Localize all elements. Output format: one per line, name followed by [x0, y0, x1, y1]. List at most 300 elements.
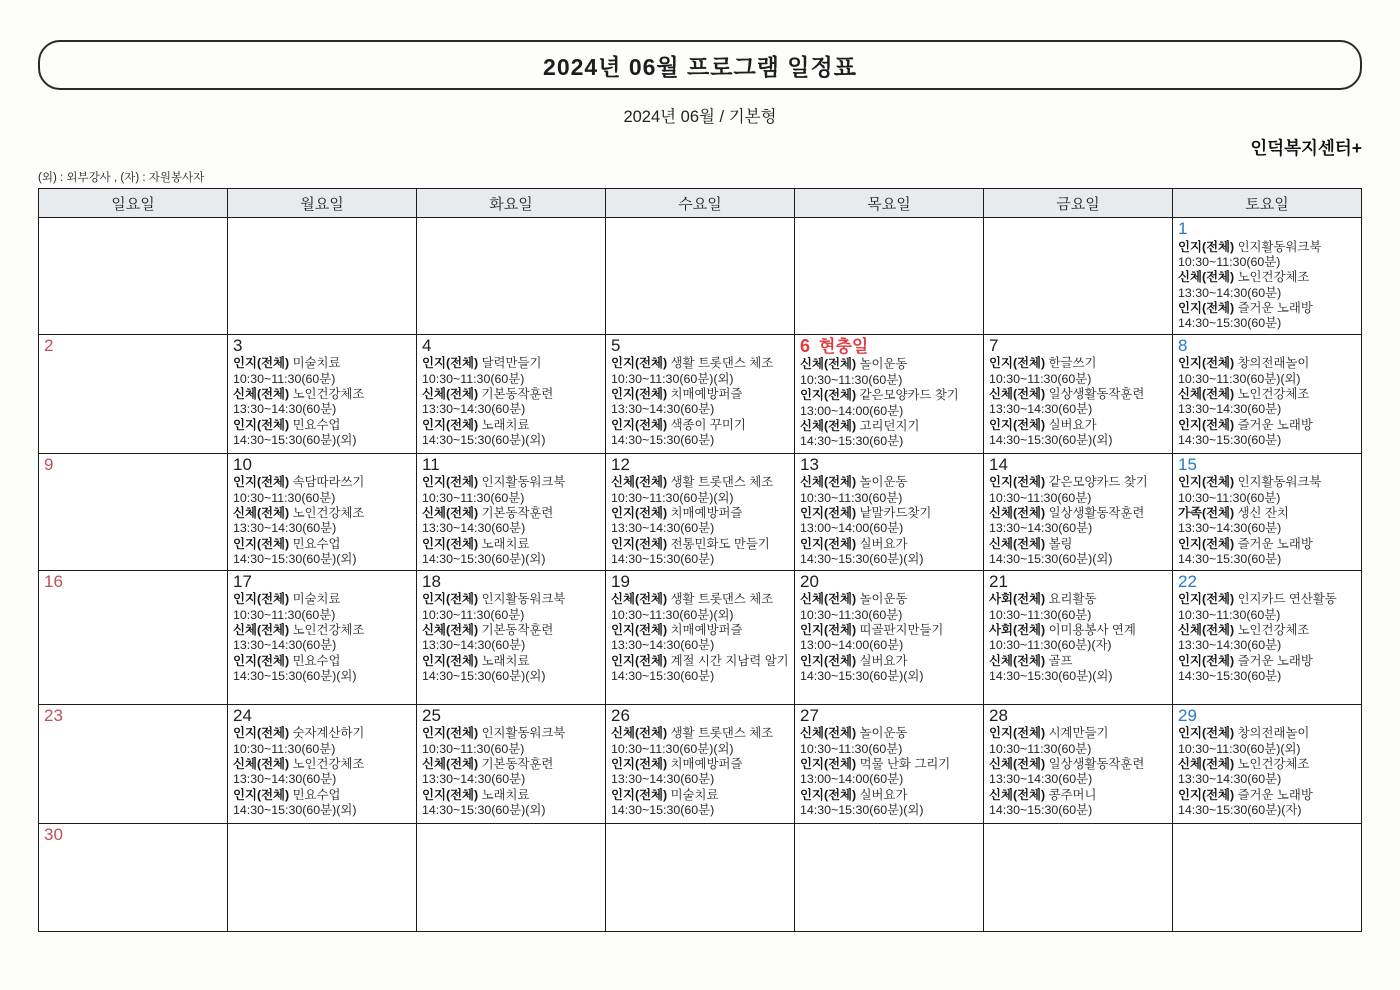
program-category: 신체(전체) [611, 475, 668, 490]
program-name: 시계만들기 [1045, 726, 1109, 741]
day-number: 14 [989, 454, 1008, 474]
program-time: 14:30~15:30(60분)(외) [422, 552, 546, 567]
calendar-week-row [39, 704, 1362, 823]
calendar-day-cell [984, 823, 1173, 931]
program-category: 인지(전체) [422, 417, 479, 432]
program-time: 13:30~14:30(60분) [233, 772, 337, 787]
program-time: 14:30~15:30(60분) [1178, 433, 1282, 448]
program-time: 13:30~14:30(60분) [233, 638, 337, 653]
program-time: 10:30~11:30(60분) [1178, 254, 1281, 269]
program-time: 13:00~14:00(60분) [800, 638, 904, 653]
program-entry [800, 475, 979, 506]
calendar-day-cell [606, 570, 795, 704]
program-name: 숫자계산하기 [289, 726, 365, 741]
day-header [44, 572, 223, 592]
program-entry [611, 356, 790, 387]
calendar-week-row [39, 453, 1362, 570]
program-time: 13:30~14:30(60분) [989, 521, 1093, 536]
calendar-day-cell [1173, 334, 1362, 453]
program-category: 인지(전체) [800, 388, 857, 403]
day-number: 24 [233, 705, 252, 725]
program-entry [800, 788, 979, 819]
program-category: 인지(전체) [989, 475, 1046, 490]
program-name: 노래치료 [478, 653, 530, 668]
program-name: 띠골판지만들기 [856, 623, 944, 638]
calendar-day-cell [795, 704, 984, 823]
day-number: 3 [233, 335, 243, 355]
program-category: 인지(전체) [800, 787, 857, 802]
program-entry [800, 506, 979, 537]
program-entry [1178, 757, 1357, 788]
day-number: 28 [989, 705, 1008, 725]
program-name: 실버요가 [856, 787, 908, 802]
calendar-day-cell [984, 218, 1173, 335]
program-category: 인지(전체) [800, 653, 857, 668]
program-entry [989, 475, 1168, 506]
program-time: 14:30~15:30(60분)(외) [422, 669, 546, 684]
program-category: 가족(전체) [1178, 506, 1235, 521]
calendar-day-cell [39, 570, 228, 704]
calendar-day-cell [984, 704, 1173, 823]
program-category: 인지(전체) [989, 726, 1046, 741]
calendar-day-cell [795, 453, 984, 570]
program-category: 신체(전체) [1178, 757, 1235, 772]
program-entry [1178, 240, 1357, 271]
program-entry [233, 788, 412, 819]
weekday-header: 화요일 [417, 189, 606, 218]
program-entry [800, 357, 979, 388]
program-name: 치매예방퍼즐 [667, 757, 743, 772]
program-entry [989, 788, 1168, 819]
program-name: 즐거운 노래방 [1234, 653, 1313, 668]
monthly-calendar-table [38, 188, 1362, 932]
calendar-day-cell [795, 570, 984, 704]
day-number: 5 [611, 335, 621, 355]
calendar-day-cell [417, 334, 606, 453]
program-entry [989, 757, 1168, 788]
program-entry [989, 726, 1168, 757]
program-category: 인지(전체) [233, 592, 290, 607]
program-time: 10:30~11:30(60분) [422, 490, 525, 505]
program-name: 요리활동 [1045, 592, 1097, 607]
calendar-day-cell [606, 704, 795, 823]
day-header [44, 336, 223, 356]
program-entry [1178, 623, 1357, 654]
calendar-day-cell [228, 704, 417, 823]
program-name: 노인건강체조 [1234, 387, 1310, 402]
program-name: 생활 트롯댄스 체조 [667, 726, 774, 741]
day-number: 15 [1178, 454, 1197, 474]
document-title: 2024년 06월 프로그램 일정표 [543, 53, 857, 80]
program-category: 인지(전체) [611, 536, 668, 551]
day-header [44, 455, 223, 475]
day-number: 4 [422, 335, 432, 355]
program-time: 13:30~14:30(60분) [611, 772, 715, 787]
program-category: 인지(전체) [233, 417, 290, 432]
program-entry [800, 592, 979, 623]
program-entry [233, 418, 412, 449]
program-name: 노래치료 [478, 417, 530, 432]
program-time: 13:30~14:30(60분) [611, 402, 715, 417]
program-time: 10:30~11:30(60분) [989, 607, 1092, 622]
program-category: 인지(전체) [422, 536, 479, 551]
program-name: 노래치료 [478, 536, 530, 551]
day-number: 19 [611, 571, 630, 591]
program-time: 14:30~15:30(60분) [611, 803, 715, 818]
program-time: 10:30~11:30(60분) [233, 371, 336, 386]
day-header [800, 706, 979, 726]
program-time: 10:30~11:30(60분) [1178, 607, 1281, 622]
program-category: 신체(전체) [800, 592, 857, 607]
program-entry [1178, 418, 1357, 449]
program-category: 인지(전체) [800, 757, 857, 772]
program-time: 13:30~14:30(60분) [233, 521, 337, 536]
program-time: 14:30~15:30(60분)(외) [422, 803, 546, 818]
program-name: 창의전래놀이 [1234, 726, 1310, 741]
day-number: 7 [989, 335, 999, 355]
day-number: 25 [422, 705, 441, 725]
calendar-week-row [39, 570, 1362, 704]
program-category: 신체(전체) [800, 726, 857, 741]
day-header [422, 336, 601, 356]
calendar-week-row [39, 334, 1362, 453]
program-time: 10:30~11:30(60분)(외) [611, 490, 734, 505]
program-time: 14:30~15:30(60분)(외) [233, 669, 357, 684]
program-time: 14:30~15:30(60분) [1178, 316, 1282, 331]
program-entry [233, 356, 412, 387]
day-header [611, 706, 790, 726]
day-header [800, 572, 979, 592]
day-number: 6 [800, 335, 811, 356]
program-time: 10:30~11:30(60분) [233, 741, 336, 756]
program-time: 10:30~11:30(60분) [422, 741, 525, 756]
program-name: 콩주머니 [1045, 787, 1097, 802]
day-number: 18 [422, 571, 441, 591]
day-header [1178, 336, 1357, 356]
calendar-day-cell [606, 218, 795, 335]
program-category: 인지(전체) [611, 653, 668, 668]
program-time: 13:30~14:30(60분) [422, 638, 526, 653]
program-entry [800, 388, 979, 419]
program-entry [422, 726, 601, 757]
program-entry [233, 506, 412, 537]
program-entry [800, 623, 979, 654]
program-entry [800, 419, 979, 450]
program-category: 인지(전체) [611, 356, 668, 371]
program-time: 13:30~14:30(60분) [1178, 638, 1282, 653]
program-category: 인지(전체) [1178, 417, 1235, 432]
day-header [989, 455, 1168, 475]
calendar-day-cell [1173, 704, 1362, 823]
day-header [1178, 455, 1357, 475]
program-entry [233, 537, 412, 568]
document-subtitle: 2024년 06월 / 기본형 [623, 108, 777, 126]
program-category: 신체(전체) [422, 757, 479, 772]
program-time: 13:30~14:30(60분) [1178, 521, 1282, 536]
program-category: 신체(전체) [989, 787, 1046, 802]
calendar-day-cell [606, 334, 795, 453]
document-title-box [38, 40, 1362, 90]
day-header [1178, 706, 1357, 726]
calendar-day-cell [606, 453, 795, 570]
program-entry [800, 757, 979, 788]
program-category: 신체(전체) [800, 475, 857, 490]
day-header [44, 706, 223, 726]
program-name: 같은모양카드 찾기 [856, 388, 959, 403]
program-category: 인지(전체) [611, 787, 668, 802]
day-header [1178, 219, 1357, 239]
weekday-header: 토요일 [1173, 189, 1362, 218]
day-header [989, 336, 1168, 356]
day-header [233, 336, 412, 356]
program-name: 볼링 [1045, 536, 1073, 551]
program-entry [1178, 788, 1357, 819]
program-name: 일상생활동작훈련 [1045, 757, 1145, 772]
day-header [422, 572, 601, 592]
program-time: 10:30~11:30(60분)(외) [611, 371, 734, 386]
calendar-day-cell [1173, 570, 1362, 704]
program-time: 13:30~14:30(60분) [1178, 772, 1282, 787]
program-time: 10:30~11:30(60분)(외) [1178, 371, 1301, 386]
program-time: 13:30~14:30(60분) [233, 402, 337, 417]
day-number: 17 [233, 571, 252, 591]
program-category: 인지(전체) [1178, 301, 1235, 316]
weekday-header: 월요일 [228, 189, 417, 218]
program-entry [422, 623, 601, 654]
program-time: 14:30~15:30(60분)(자) [1178, 803, 1302, 818]
program-name: 치매예방퍼즐 [667, 623, 743, 638]
program-entry [1178, 356, 1357, 387]
program-entry [800, 726, 979, 757]
program-entry [422, 592, 601, 623]
calendar-day-cell [228, 823, 417, 931]
calendar-day-cell [984, 570, 1173, 704]
program-category: 인지(전체) [422, 787, 479, 802]
program-entry [233, 757, 412, 788]
program-name: 인지활동워크북 [478, 592, 566, 607]
program-name: 민요수업 [289, 787, 341, 802]
program-category: 신체(전체) [611, 592, 668, 607]
program-category: 신체(전체) [422, 387, 479, 402]
weekday-header: 수요일 [606, 189, 795, 218]
program-entry [422, 387, 601, 418]
program-entry [1178, 270, 1357, 301]
program-entry [233, 726, 412, 757]
program-name: 즐거운 노래방 [1234, 536, 1313, 551]
program-time: 10:30~11:30(60분) [989, 741, 1092, 756]
day-header [611, 336, 790, 356]
program-name: 달력만들기 [478, 356, 542, 371]
program-category: 인지(전체) [611, 623, 668, 638]
program-entry [422, 475, 601, 506]
day-number: 13 [800, 454, 819, 474]
program-time: 14:30~15:30(60분) [1178, 669, 1282, 684]
calendar-day-cell [228, 334, 417, 453]
program-category: 인지(전체) [422, 653, 479, 668]
calendar-day-cell [417, 823, 606, 931]
calendar-day-cell [1173, 823, 1362, 931]
day-number: 1 [1178, 219, 1188, 238]
day-number: 12 [611, 454, 630, 474]
program-entry [989, 387, 1168, 418]
program-name: 인지활동워크북 [478, 475, 566, 490]
program-time: 14:30~15:30(60분)(외) [989, 669, 1113, 684]
program-category: 사회(전체) [989, 623, 1046, 638]
calendar-week-row [39, 218, 1362, 335]
program-name: 놀이운동 [856, 592, 908, 607]
program-time: 10:30~11:30(60분) [422, 371, 525, 386]
program-category: 신체(전체) [422, 506, 479, 521]
program-name: 계절 시간 지남력 알기 [667, 653, 789, 668]
program-time: 10:30~11:30(60분)(외) [1178, 741, 1301, 756]
program-entry [611, 506, 790, 537]
program-entry [233, 475, 412, 506]
program-name: 노인건강체조 [1234, 623, 1310, 638]
program-name: 낱말카드찾기 [856, 506, 932, 521]
day-header [233, 706, 412, 726]
calendar-week-row [39, 823, 1362, 931]
program-name: 일상생활동작훈련 [1045, 387, 1145, 402]
program-name: 노인건강체조 [1234, 757, 1310, 772]
weekday-header-row [39, 189, 1362, 218]
day-number: 11 [422, 454, 440, 474]
program-name: 노인건강체조 [289, 506, 365, 521]
program-entry [422, 757, 601, 788]
program-time: 10:30~11:30(60분)(외) [611, 741, 734, 756]
program-name: 미술치료 [289, 592, 341, 607]
program-name: 생신 잔치 [1234, 506, 1289, 521]
day-number: 27 [800, 705, 819, 725]
day-header [611, 572, 790, 592]
program-name: 즐거운 노래방 [1234, 301, 1313, 316]
program-category: 인지(전체) [1178, 536, 1235, 551]
program-time: 10:30~11:30(60분) [422, 607, 525, 622]
program-time: 14:30~15:30(60분) [611, 552, 715, 567]
program-entry [989, 654, 1168, 685]
program-entry [611, 475, 790, 506]
day-header [422, 706, 601, 726]
program-time: 14:30~15:30(60분)(외) [989, 433, 1113, 448]
program-time: 10:30~11:30(60분) [800, 372, 903, 387]
program-entry [989, 506, 1168, 537]
day-number: 21 [989, 571, 1008, 591]
day-header [1178, 572, 1357, 592]
program-entry [233, 654, 412, 685]
program-name: 놀이운동 [856, 475, 908, 490]
program-category: 신체(전체) [1178, 270, 1235, 285]
program-category: 인지(전체) [1178, 356, 1235, 371]
program-entry [422, 537, 601, 568]
program-name: 실버요가 [1045, 417, 1097, 432]
program-entry [611, 387, 790, 418]
program-name: 놀이운동 [856, 726, 908, 741]
program-time: 14:30~15:30(60분) [611, 669, 715, 684]
program-category: 인지(전체) [1178, 787, 1235, 802]
calendar-day-cell [39, 823, 228, 931]
program-name: 생활 트롯댄스 체조 [667, 356, 774, 371]
program-category: 신체(전체) [989, 387, 1046, 402]
program-time: 10:30~11:30(60분) [800, 490, 903, 505]
program-name: 골프 [1045, 653, 1073, 668]
program-name: 놀이운동 [856, 357, 908, 372]
program-name: 노인건강체조 [289, 623, 365, 638]
program-time: 14:30~15:30(60분)(외) [800, 669, 924, 684]
program-entry [1178, 537, 1357, 568]
calendar-day-cell [795, 218, 984, 335]
program-entry [611, 418, 790, 449]
program-category: 인지(전체) [611, 506, 668, 521]
program-time: 13:30~14:30(60분) [1178, 402, 1282, 417]
program-entry [422, 418, 601, 449]
program-time: 13:30~14:30(60분) [989, 402, 1093, 417]
program-name: 즐거운 노래방 [1234, 417, 1313, 432]
program-category: 신체(전체) [989, 653, 1046, 668]
program-entry [989, 418, 1168, 449]
program-category: 인지(전체) [422, 726, 479, 741]
program-name: 노인건강체조 [1234, 270, 1310, 285]
program-category: 인지(전체) [422, 356, 479, 371]
calendar-day-cell [228, 570, 417, 704]
program-category: 인지(전체) [1178, 239, 1235, 254]
program-category: 인지(전체) [233, 726, 290, 741]
program-name: 기본동작훈련 [478, 757, 554, 772]
program-name: 창의전래놀이 [1234, 356, 1310, 371]
program-category: 신체(전체) [611, 726, 668, 741]
program-entry [800, 654, 979, 685]
program-name: 기본동작훈련 [478, 387, 554, 402]
day-number: 29 [1178, 705, 1197, 725]
day-number: 20 [800, 571, 819, 591]
program-name: 노인건강체조 [289, 387, 365, 402]
program-time: 13:00~14:00(60분) [800, 521, 904, 536]
program-name: 한글쓰기 [1045, 356, 1097, 371]
program-time: 13:30~14:30(60분) [611, 521, 715, 536]
program-entry [1178, 301, 1357, 332]
program-entry [611, 623, 790, 654]
calendar-day-cell [39, 453, 228, 570]
calendar-day-cell [39, 704, 228, 823]
day-number: 23 [44, 705, 63, 725]
day-header [800, 455, 979, 475]
program-entry [1178, 592, 1357, 623]
program-name: 생활 트롯댄스 체조 [667, 592, 774, 607]
program-time: 10:30~11:30(60분) [989, 490, 1092, 505]
day-number: 30 [44, 824, 63, 844]
program-time: 13:30~14:30(60분) [422, 402, 526, 417]
program-time: 13:00~14:00(60분) [800, 403, 904, 418]
program-name: 같은모양카드 찾기 [1045, 475, 1148, 490]
program-name: 전통민화도 만들기 [667, 536, 770, 551]
program-entry [422, 654, 601, 685]
day-number: 16 [44, 571, 63, 591]
program-name: 실버요가 [856, 536, 908, 551]
program-category: 인지(전체) [800, 536, 857, 551]
program-name: 먹물 난화 그리기 [856, 757, 951, 772]
program-time: 10:30~11:30(60분) [989, 371, 1092, 386]
program-time: 14:30~15:30(60분)(외) [800, 552, 924, 567]
calendar-day-cell [228, 453, 417, 570]
program-name: 생활 트롯댄스 체조 [667, 475, 774, 490]
program-category: 인지(전체) [1178, 726, 1235, 741]
program-entry [800, 537, 979, 568]
program-entry [422, 788, 601, 819]
program-time: 10:30~11:30(60분) [233, 607, 336, 622]
weekday-header: 일요일 [39, 189, 228, 218]
program-category: 인지(전체) [233, 653, 290, 668]
program-name: 미술치료 [289, 356, 341, 371]
program-time: 14:30~15:30(60분) [611, 433, 715, 448]
calendar-day-cell [795, 823, 984, 931]
